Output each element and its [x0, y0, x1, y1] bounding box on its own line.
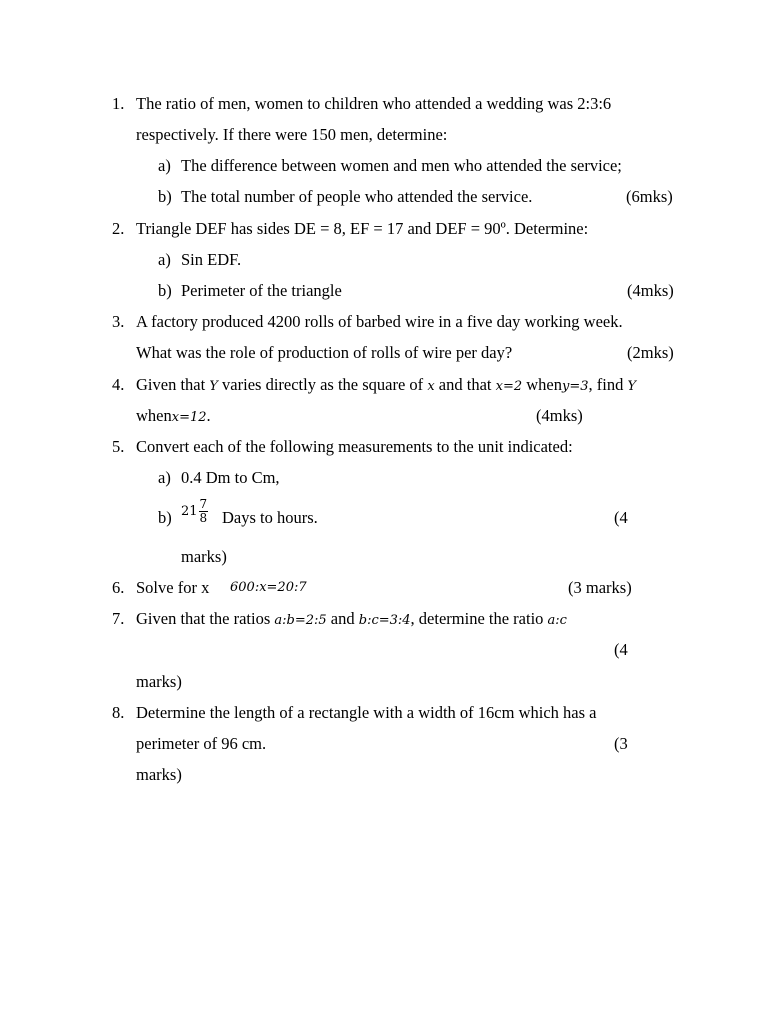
math-equation: b:c=3:4 [358, 613, 411, 628]
math-var: Y [627, 379, 637, 394]
question-text: Solve for x [136, 578, 210, 597]
sub-text: The difference between women and men who attended the service; [181, 156, 622, 175]
question-text: whenx=12. [136, 406, 211, 425]
fraction [199, 498, 209, 525]
math-equation: a:c [547, 613, 567, 628]
math-var: Y [209, 379, 218, 394]
sub-text: Perimeter of the triangle [181, 281, 342, 300]
sub-text: The total number of people who attended the service. [181, 187, 533, 206]
sub-text: Sin EDF. [181, 250, 242, 269]
sub-text: 0.4 Dm to Cm, [181, 468, 280, 487]
question-text: Convert each of the following measurements to the unit indicated: [136, 437, 573, 456]
marks-label: marks) [136, 672, 182, 691]
marks-label: (3 marks) [568, 578, 632, 597]
question-text: perimeter of 96 cm. [136, 734, 267, 753]
marks-label: (3 [614, 734, 628, 753]
question-text: Given that the ratios a:b=2:5 and b:c=3:4, determine the ratio a:c [136, 609, 567, 628]
question-text: respectively. If there were 150 men, determine: [136, 125, 448, 144]
marks-label: (2mks) [627, 343, 674, 362]
sub-label: b) [158, 508, 172, 527]
marks-label: (4 [614, 508, 628, 527]
marks-label: marks) [181, 547, 227, 566]
question-number: 8. [112, 703, 125, 722]
math-equation: y=3 [561, 379, 589, 394]
question-number: 4. [112, 375, 125, 394]
question-text: Triangle DEF has sides DE = 8, EF = 17 and DEF = 90º. Determine: [136, 219, 589, 238]
mixed-fraction [181, 498, 208, 525]
question-number: 6. [112, 578, 125, 597]
question-text: A factory produced 4200 rolls of barbed wire in a five day working week. [136, 312, 623, 331]
question-text: What was the role of production of rolls of wire per day? [136, 343, 513, 362]
sub-label: a) [158, 250, 171, 269]
math-equation: x=12 [171, 410, 207, 425]
fraction-numerator: 7 [199, 497, 208, 511]
sub-label: b) [158, 187, 172, 206]
sub-label: b) [158, 281, 172, 300]
marks-label: marks) [136, 765, 182, 784]
sub-label: a) [158, 156, 171, 175]
question-text: The ratio of men, women to children who attended a wedding was 2:3:6 [136, 94, 612, 113]
fraction-denominator: 8 [199, 511, 208, 525]
marks-label: (4mks) [627, 281, 674, 300]
question-number: 3. [112, 312, 125, 331]
marks-label: (4 [614, 640, 628, 659]
sub-text: Days to hours. [222, 508, 318, 527]
fraction-whole: 21 [181, 504, 198, 519]
question-number: 2. [112, 219, 125, 238]
math-var: x [427, 379, 435, 394]
question-text: Given that Y varies directly as the square of x and that x=2 wheny=3, find Y [136, 375, 637, 394]
math-equation: x=2 [495, 379, 523, 394]
question-number: 1. [112, 94, 125, 113]
question-number: 7. [112, 609, 125, 628]
sub-label: a) [158, 468, 171, 487]
math-equation: 600:x=20:7 [230, 580, 307, 595]
marks-label: (4mks) [536, 406, 583, 425]
marks-label: (6mks) [626, 187, 673, 206]
math-equation: a:b=2:5 [274, 613, 327, 628]
question-text: Determine the length of a rectangle with a width of 16cm which has a [136, 703, 597, 722]
question-number: 5. [112, 437, 125, 456]
